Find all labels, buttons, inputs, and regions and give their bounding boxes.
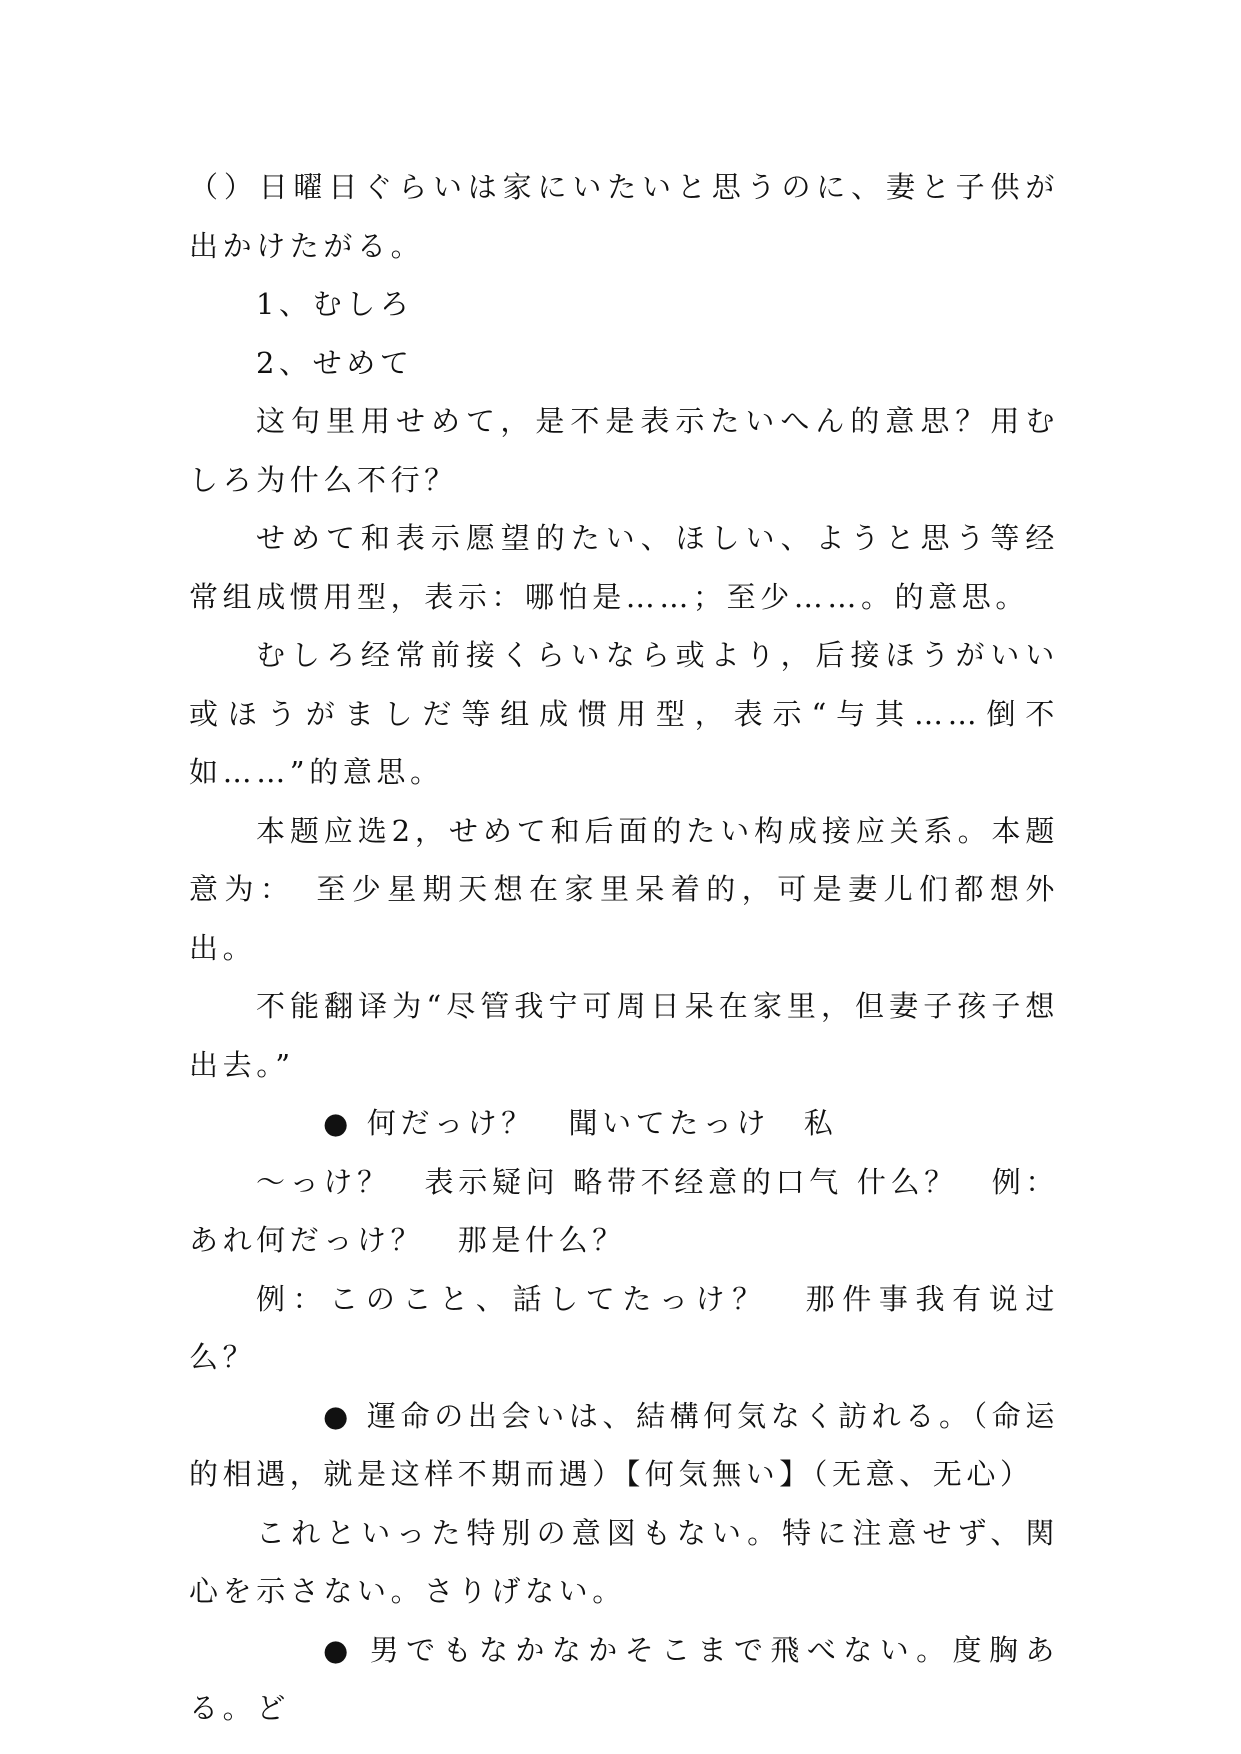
paragraph-text: むしろ经常前接くらいなら或より，后接ほうがいい或ほうがましだ等组成惯用型，表示“与其……倒不如……”的意思。 — [189, 638, 1059, 789]
paragraph-text: 这句里用せめて，是不是表示たいへん的意思？用むしろ为什么不行？ — [189, 404, 1059, 497]
kke-explanation — [189, 1153, 1059, 1270]
paragraph-text: せめて和表示愿望的たい、ほしい、ようと思う等经常组成惯用型，表示：哪怕是……；至少……。的意思。 — [189, 521, 1059, 614]
paragraph-text: これといった特別の意図もない。特に注意せず、関心を示さない。さりげない。 — [189, 1515, 1059, 1608]
question-paragraph — [189, 392, 1059, 509]
option-1 — [189, 275, 1059, 334]
bullet-icon: ● — [323, 1398, 353, 1433]
question-sentence — [189, 158, 1059, 275]
answer-paragraph — [189, 802, 1059, 978]
nanigenai-definition — [189, 1504, 1059, 1621]
option-2 — [189, 334, 1059, 393]
explanation-semete — [189, 509, 1059, 626]
paragraph-text: 男でもなかなかそこまで飛べない。度胸ある。ど — [189, 1632, 1059, 1725]
paragraph-text: 何だっけ？ 聞いてたっけ 私 — [366, 1106, 838, 1140]
paragraph-text: 1、むしろ — [256, 287, 414, 321]
paragraph-text: 2、せめて — [256, 345, 414, 380]
bullet-item-otoko — [189, 1621, 1059, 1738]
paragraph-text: 本题应选2，せめて和后面的たい构成接应关系。本题意为： 至少星期天想在家里呆着的，可是妻儿们都想外出。 — [189, 813, 1059, 965]
paragraph-text: 例：このこと、話してたっけ？ 那件事我有说过么？ — [189, 1281, 1059, 1374]
explanation-mushiro — [189, 626, 1059, 802]
paragraph-text: （）日曜日ぐらいは家にいたいと思うのに、妻と子供が出かけたがる。 — [189, 170, 1059, 263]
paragraph-text: ～っけ？ 表示疑问 略带不经意的口气 什么？ 例：あれ何だっけ？ 那是什么？ — [189, 1164, 1059, 1257]
bullet-item-unmei — [189, 1387, 1059, 1504]
translation-note — [189, 977, 1059, 1094]
paragraph-text: 運命の出会いは、結構何気なく訪れる。（命运的相遇，就是这样不期而遇）【何気無い】（无意、无心） — [189, 1398, 1059, 1491]
document-body — [189, 158, 1059, 1738]
bullet-item-kke — [189, 1094, 1059, 1153]
paragraph-text: 不能翻译为“尽管我宁可周日呆在家里，但妻子孩子想出去。” — [189, 989, 1059, 1082]
bullet-icon: ● — [323, 1632, 353, 1667]
kke-example — [189, 1270, 1059, 1387]
bullet-icon: ● — [323, 1106, 353, 1140]
